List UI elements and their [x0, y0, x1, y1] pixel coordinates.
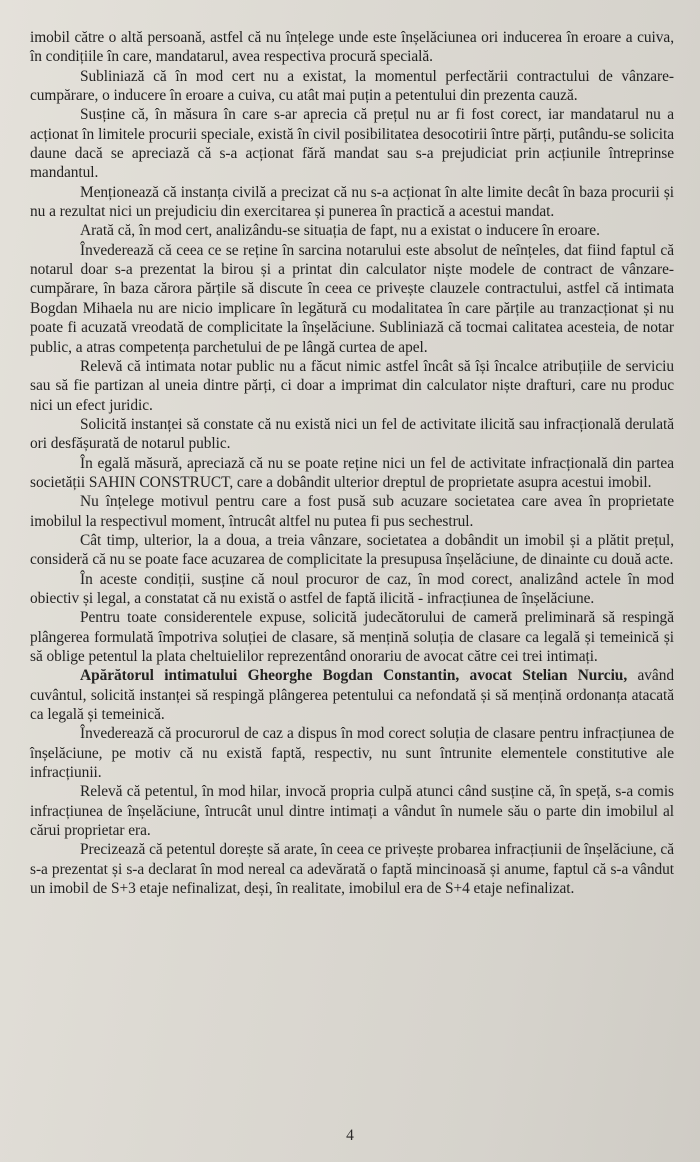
paragraph-text: Susține că, în măsura în care s-ar aprecia că prețul nu ar fi fost corect, iar mandatarul nu a acționat în limitele procurii speciale, există în civil posibilitatea desocotirii între părți, putându-se solicita daune dacă se apreciază că s-a acționat fără mandat sau s-a prejudiciat prin acțiunile întreprinse mandantul. — [30, 106, 674, 182]
paragraph-text: Învederează că ceea ce se reține în sarcina notarului este absolut de neînțeles, dat fiind faptul că notarul doar s-a prezentat la birou și a printat din calculator niște modele de contract de vânzare-cumpărare, în baza cărora părțile să discute în ceea ce privește clauzele contractului, astfel că intimata Bogdan Mihaela nu are nicio implicare în legătură cu modalitatea în care părțile au tranzacționat și nu poate fi acuzată vreodată de complicitate la înșelăciune. Subliniază că tocmai calitatea acesteia, de notar public, a atras competența parchetului de pe lângă curtea de apel. — [30, 241, 674, 356]
paragraph-text: Cât timp, ulterior, la a doua, a treia vânzare, societatea a dobândit un imobil și a plătit prețul, consideră că nu se poate face acuzarea de complicitate la presupusa înșelăciune, de dinainte cu două acte. — [30, 531, 674, 569]
paragraph-text: Pentru toate considerentele expuse, solicită judecătorului de cameră preliminară să respingă plângerea formulată împotriva soluției de clasare, să mențină soluția de clasare ca legală și temeinică și să oblige petentul la plata cheltuielilor reprezentând onorariu de avocat către cei trei intimați. — [30, 609, 674, 665]
paragraph-text: Relevă că intimata notar public nu a făcut nimic astfel încât să își încalce atribuțiile de serviciu sau să fie partizan al uneia dintre părți, ci doar a imprimat din calculator niște drafturi, care nu produc nici un efect juridic. — [30, 357, 674, 414]
paragraph-text: În egală măsură, apreciază că nu se poate reține nici un fel de activitate infracțională din partea societății SAHIN CONSTRUCT, care a dobândit ulterior dreptul de proprietate asupra acestui imobil. — [30, 454, 674, 491]
paragraph-lead-bold: Apărătorul intimatului Gheorghe Bogdan Constantin, avocat Stelian Nurciu, — [80, 667, 628, 685]
paragraph-text: imobil către o altă persoană, astfel că nu înțelege unde este înșelăciunea ori inducerea în eroare a cuiva, în condițiile în care, mandatarul, avea respectiva procură specială. — [30, 29, 674, 66]
paragraph — [30, 531, 674, 570]
paragraph — [30, 357, 674, 415]
paragraph — [30, 28, 674, 67]
paragraph-text: Menționează că instanța civilă a precizat că nu s-a acționat în alte limite decât în baza procurii și nu a rezultat nici un prejudiciu din exercitarea și punerea în practică a acestui mandat. — [30, 183, 674, 221]
paragraph — [30, 105, 674, 182]
paragraph — [30, 724, 674, 782]
paragraph-text: Precizează că petentul dorește să arate, în ceea ce privește probarea infracțiunii de înșelăciune, că s-a prezentat și s-a declarat în mod nereal ca adevărată o faptă mincinoasă și anume, faptul că s-a vândut un imobil de S+3 etaje nefinalizat, deși, în realitate, imobilul era de S+4 etaje nefinalizat. — [30, 841, 674, 898]
paragraph — [30, 241, 674, 357]
paragraph — [30, 454, 674, 493]
paragraph-text: Relevă că petentul, în mod hilar, invocă propria culpă atunci când susține că, în speță, s-a comis infracțiunea de înșelăciune, întrucât unul dintre intimați a vândut în numele său o parte din imobilul al cărui proprietar era. — [30, 783, 674, 840]
page-number: 4 — [346, 1127, 354, 1144]
paragraph-text: Subliniază că în mod cert nu a existat, la momentul perfectării contractului de vânzare-cumpărare, o inducere în eroare a cuiva, cu atât mai puțin a petentului din prezenta cauză. — [30, 67, 674, 105]
paragraph-text: având cuvântul, solicită instanței să respingă plângerea petentului ca nefondată și să mențină ordonanța atacată ca legală și temeinică. — [30, 667, 675, 724]
paragraph — [30, 608, 674, 666]
paragraph — [30, 221, 674, 240]
paragraph-text: Solicită instanței să constate că nu există nici un fel de activitate ilicită sau infracțională derulată ori desfășurată de notarul public. — [30, 415, 674, 453]
paragraph — [30, 570, 674, 609]
paragraph-text: Nu înțelege motivul pentru care a fost pusă sub acuzare societatea care avea în proprietate imobilul la respectivul moment, întrucât altfel nu putea fi pus sechestrul. — [30, 493, 674, 530]
paragraph-text: Învederează că procurorul de caz a dispus în mod corect soluția de clasare pentru infracțiunea de înșelăciune, pe motiv că nu există faptă, respectiv, nu sunt întrunite elementele constitutive ale infracțiunii. — [30, 725, 674, 782]
document-body — [30, 28, 674, 898]
paragraph — [30, 492, 674, 531]
paragraph — [30, 67, 674, 106]
paragraph — [30, 840, 674, 898]
paragraph-text: În aceste condiții, susține că noul procuror de caz, în mod corect, analizând actele în mod obiectiv și legal, a constatat că nu există o astfel de faptă ilicită - infracțiunea de înșelăciune. — [30, 570, 674, 607]
paragraph — [30, 415, 674, 454]
paragraph — [30, 666, 674, 724]
paragraph — [30, 183, 674, 222]
paragraph-text: Arată că, în mod cert, analizându-se situația de fapt, nu a existat o inducere în eroare. — [80, 222, 600, 240]
paragraph — [30, 782, 674, 840]
